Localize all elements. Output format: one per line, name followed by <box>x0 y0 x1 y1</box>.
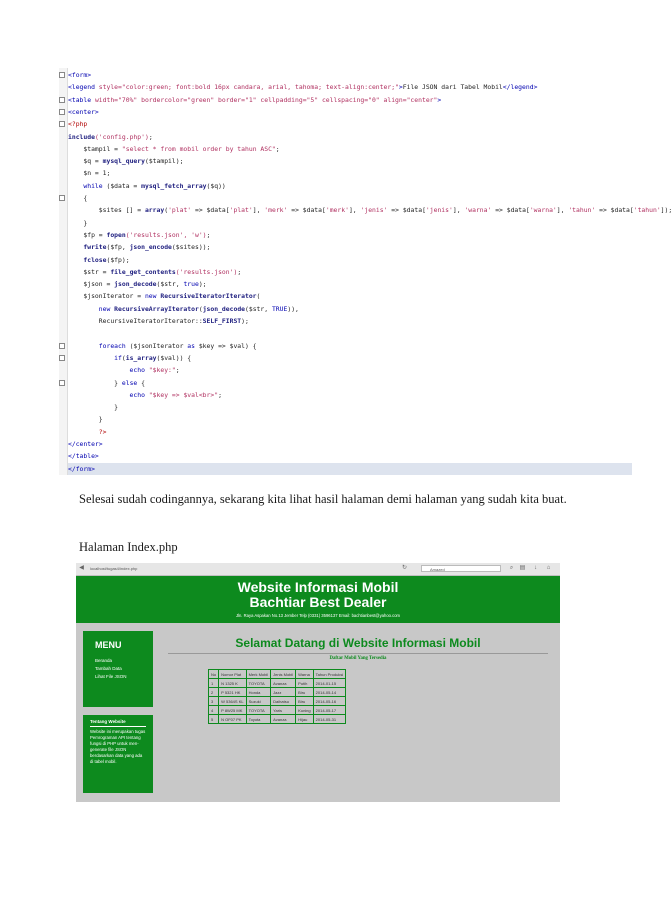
code-token: } <box>68 218 88 227</box>
table-cell: Jazz <box>271 688 296 697</box>
about-divider <box>90 726 146 727</box>
code-token: ( <box>256 292 261 301</box>
code-line <box>68 438 632 450</box>
table-cell: Biru <box>296 688 313 697</box>
menu-item-beranda[interactable]: Beranda <box>95 658 113 663</box>
code-token: } <box>68 378 122 387</box>
code-token: File JSON dari Tabel Mobil <box>402 83 503 92</box>
fold-marker-icon[interactable] <box>59 109 65 115</box>
table-header-cell: No <box>209 670 219 679</box>
code-token: ], <box>252 206 265 215</box>
code-token: </table> <box>68 452 99 461</box>
code-line <box>68 450 632 462</box>
code-line <box>68 131 632 143</box>
code-token: 'merk' <box>325 206 349 215</box>
table-cell: P 5321 HK <box>219 688 246 697</box>
table-header-cell: Merk Mobil <box>246 670 271 679</box>
code-token: mysql_fetch_array <box>141 181 207 190</box>
code-token: fopen <box>106 230 126 239</box>
code-token: $sites [] = <box>68 206 145 215</box>
code-token: RecursiveArrayIterator <box>114 304 199 313</box>
fold-marker-icon[interactable] <box>59 355 65 361</box>
code-token: ; <box>275 144 280 153</box>
table-row <box>209 706 346 715</box>
code-token: => $data[ <box>287 206 326 215</box>
code-token: => $data[ <box>387 206 426 215</box>
code-line <box>68 413 632 425</box>
code-token: ($str, <box>245 304 272 313</box>
code-line <box>68 192 632 204</box>
code-token: width="70%" bordercolor="green" border="1" cellpadding="5" cellspacing="0" align="center" <box>94 95 438 104</box>
table-cell: Putih <box>296 679 313 688</box>
code-token: 'jenis' <box>360 206 388 215</box>
code-token: </legend> <box>502 83 538 92</box>
code-token: => $data[ <box>491 206 530 215</box>
code-token: $jsonIterator = <box>68 292 145 301</box>
fold-marker-icon[interactable] <box>59 72 65 78</box>
table-row <box>209 697 346 706</box>
code-screenshot <box>59 68 672 475</box>
code-token: <center> <box>68 107 99 116</box>
table-cell: N 1325 K <box>219 679 246 688</box>
code-token: => $data[ <box>595 206 634 215</box>
code-line <box>68 364 632 376</box>
code-token: ], <box>556 206 569 215</box>
table-cell: W 5364S KL <box>219 697 246 706</box>
code-token: $fp = <box>68 230 107 239</box>
code-token: ; <box>206 230 211 239</box>
code-token: <?php <box>68 120 88 129</box>
about-panel <box>83 715 153 793</box>
code-token: $json = <box>68 280 115 289</box>
code-line <box>68 155 632 167</box>
home-icon[interactable]: ⌂ <box>546 565 551 571</box>
fold-marker-icon[interactable] <box>59 195 65 201</box>
code-line <box>68 340 632 352</box>
welcome-heading: Selamat Datang di Website Informasi Mobil <box>235 636 481 650</box>
code-token: "$key:" <box>148 366 176 375</box>
code-token: ('results.json', 'w') <box>125 230 207 239</box>
code-token: 'plat' <box>229 206 253 215</box>
browser-screenshot <box>76 563 560 802</box>
reload-icon[interactable]: ↻ <box>401 565 408 571</box>
table-cell: 3 <box>209 697 219 706</box>
code-token: ; <box>237 267 242 276</box>
code-line <box>68 352 632 364</box>
browser-toolbar <box>76 563 560 576</box>
code-token: fwrite <box>68 243 107 252</box>
table-cell: TOYOTA <box>246 679 271 688</box>
code-line <box>68 69 632 81</box>
code-line <box>68 241 632 253</box>
code-token: => $data[ <box>191 206 230 215</box>
code-token: } <box>68 415 103 424</box>
code-token: ; <box>175 366 180 375</box>
table-cell: 2014-05-14 <box>313 688 346 697</box>
code-token: 'tahun' <box>568 206 596 215</box>
table-header-cell: Nomor Plat <box>219 670 246 679</box>
table-cell: 4 <box>209 706 219 715</box>
paragraph-intro: Selesai sudah codingannya, sekarang kita lihat hasil halaman demi halaman yang sudah kita buat. <box>79 492 567 506</box>
code-line <box>68 266 632 278</box>
code-token: "select * from mobil order by tahun ASC" <box>121 144 276 153</box>
table-cell: Suzuki <box>246 697 271 706</box>
table-cell: Toyota <box>246 715 271 724</box>
code-token: is_array <box>125 353 157 362</box>
code-token: ($q)) <box>206 181 226 190</box>
code-line <box>68 180 632 192</box>
code-token: <legend <box>68 83 99 92</box>
code-token: echo <box>68 366 149 375</box>
code-token: include <box>68 132 95 141</box>
code-line <box>68 389 632 401</box>
code-token: ($data = <box>106 181 142 190</box>
code-token: new <box>144 292 161 301</box>
download-icon[interactable]: ↓ <box>534 565 537 571</box>
code-line <box>68 143 632 155</box>
back-icon[interactable]: ◀ <box>79 565 84 571</box>
menu-title: MENU <box>95 640 122 650</box>
table-row <box>209 715 346 724</box>
code-token: )), <box>287 304 299 313</box>
code-token: if <box>68 353 122 362</box>
code-token: <form> <box>68 71 92 79</box>
code-token: RecursiveIteratorIterator:: <box>68 317 203 325</box>
code-token: 'plat' <box>168 206 192 215</box>
table-cell: 2014-01-15 <box>313 679 346 688</box>
code-token: ('config.php') <box>94 132 149 141</box>
site-title-line1: Website Informasi Mobil <box>237 579 399 595</box>
code-token: json_encode <box>129 243 172 252</box>
code-token: foreach <box>68 341 130 350</box>
fold-marker-icon[interactable] <box>59 380 65 386</box>
table-cell: P 8W25 MK <box>219 706 246 715</box>
code-line <box>68 290 632 302</box>
code-line <box>68 377 632 389</box>
code-token: json_decode <box>202 304 246 313</box>
fold-marker-icon[interactable] <box>59 343 65 349</box>
code-token: TRUE <box>271 304 288 313</box>
table-row <box>209 679 346 688</box>
table-cell: Avanza <box>271 679 296 688</box>
code-token: ], <box>452 206 465 215</box>
code-line <box>68 401 632 413</box>
code-token: } <box>68 403 119 412</box>
table-row <box>209 688 346 697</box>
table-cell: Avanza <box>271 715 296 724</box>
table-header-row <box>209 670 346 679</box>
menu-item-lihat-json[interactable]: Lihat File JSON <box>95 674 127 679</box>
table-header-cell: Warna <box>296 670 313 679</box>
table-cell: 5 <box>209 715 219 724</box>
code-token: ], <box>348 206 361 215</box>
code-token: 'merk' <box>264 206 288 215</box>
code-token: $tampil = <box>68 144 122 153</box>
code-token: RecursiveIteratorIterator <box>160 292 257 301</box>
code-line <box>68 278 632 290</box>
code-token: { <box>141 378 145 387</box>
code-token: $q = <box>68 157 103 166</box>
code-token: "$key => $val<br>" <box>148 390 219 399</box>
code-token: <table <box>68 95 95 104</box>
car-table <box>208 669 346 724</box>
code-token: ( <box>121 353 126 362</box>
table-cell: Hijau <box>296 715 313 724</box>
table-cell: 2 <box>209 688 219 697</box>
code-token: { <box>68 194 88 202</box>
paragraph-index-heading: Halaman Index.php <box>79 540 178 554</box>
table-cell: Yaris <box>271 706 296 715</box>
code-token: ($fp); <box>106 255 130 264</box>
menu-panel <box>83 631 153 707</box>
code-token: $key => $val) { <box>198 341 257 350</box>
code-token: ('results.json') <box>175 267 238 276</box>
code-token: ?> <box>68 427 107 436</box>
table-cell: TOYOTA <box>246 706 271 715</box>
fold-marker-icon[interactable] <box>59 97 65 103</box>
code-line <box>68 167 632 179</box>
code-token: style="color:green; font:bold 16px candara, arial, tahoma; text-align:center;" <box>98 83 399 92</box>
code-token: ( <box>198 304 203 313</box>
code-line <box>68 118 632 130</box>
code-token: </form> <box>68 464 95 473</box>
code-token: 'warna' <box>529 206 557 215</box>
code-token: echo <box>68 390 149 399</box>
code-token: as <box>187 341 199 350</box>
code-token: ($sites)); <box>171 243 211 252</box>
code-line <box>68 81 632 93</box>
code-token: else <box>121 378 142 387</box>
code-line <box>68 229 632 241</box>
table-cell: 2014-05-31 <box>313 715 346 724</box>
code-token: ); <box>241 317 249 325</box>
table-cell: Honda <box>246 688 271 697</box>
menu-item-tambah-data[interactable]: Tambah Data <box>95 666 122 671</box>
code-token: 'tahun' <box>633 206 661 215</box>
table-cell: 2014-05-17 <box>313 706 346 715</box>
code-token: while <box>68 181 107 190</box>
code-token: ; <box>218 390 222 399</box>
code-token: array <box>144 206 165 215</box>
search-icon[interactable]: ⌕ <box>509 565 514 571</box>
code-token: ); <box>198 280 207 289</box>
code-line <box>68 217 632 229</box>
code-token: $n = 1; <box>68 169 111 178</box>
code-line <box>68 315 632 327</box>
code-token: ($str, <box>156 280 184 289</box>
code-line <box>68 106 632 118</box>
code-token: > <box>437 95 442 104</box>
site-address: Jln. Raya Aspakan No.13 Jember Telp (0331) 3596137 Email: bachtianbest@yahoo.com <box>235 613 401 618</box>
code-line <box>68 327 632 339</box>
code-line <box>68 463 632 475</box>
code-token: ( <box>164 206 169 215</box>
table-cell: N OF07 PK <box>219 715 246 724</box>
code-token: </center> <box>68 440 103 448</box>
bookmark-icon[interactable]: ▤ <box>519 565 526 571</box>
table-cell: Kuning <box>296 706 313 715</box>
code-token: > <box>398 83 403 92</box>
table-header-cell: Jenis Mobil <box>271 670 296 679</box>
welcome-divider <box>168 653 548 654</box>
table-cell: 1 <box>209 679 219 688</box>
code-token: file_get_contents <box>110 267 176 276</box>
code-line <box>68 204 672 216</box>
code-line <box>68 303 632 315</box>
about-title: Tentang Website <box>90 719 126 724</box>
site-header <box>76 576 560 623</box>
code-token: ]); <box>660 206 672 215</box>
about-text: Website ini merupakan tugas Pemrograman API tentang fungsi di PHP untuk men-generate file JSON berdasarkan data yang ada di tabel mobil. <box>90 729 146 764</box>
code-token: json_decode <box>114 280 157 289</box>
fold-marker-icon[interactable] <box>59 121 65 127</box>
table-cell: Biru <box>296 697 313 706</box>
code-token: $str = <box>68 267 111 276</box>
code-token: fclose <box>68 255 107 264</box>
code-token: new <box>68 304 115 313</box>
code-token: 'warna' <box>464 206 492 215</box>
code-token: ; <box>148 132 153 141</box>
code-token: SELF_FIRST <box>202 317 242 325</box>
address-bar[interactable]: localhost/tugas4/index.php <box>90 566 138 571</box>
table-cell: Daihatsu <box>271 697 296 706</box>
site-title-line2: Bachtiar Best Dealer <box>249 594 387 610</box>
code-line <box>68 94 632 106</box>
table-cell: 2014-05-16 <box>313 697 346 706</box>
code-token: ($val)) { <box>156 353 192 362</box>
code-gutter <box>59 68 68 475</box>
code-token: mysql_query <box>102 157 145 166</box>
code-token: ($fp, <box>106 243 130 252</box>
code-token: ($jsonIterator <box>129 341 188 350</box>
code-token: true <box>183 280 199 289</box>
code-token: ($tampil); <box>144 157 184 166</box>
search-input[interactable]: Amazed <box>421 565 501 572</box>
code-line <box>68 426 632 438</box>
table-header-cell: Tahun Produksi <box>313 670 346 679</box>
table-subtitle: Daftar Mobil Yang Tersedia <box>329 656 387 661</box>
code-line <box>68 254 632 266</box>
code-token: 'jenis' <box>425 206 453 215</box>
